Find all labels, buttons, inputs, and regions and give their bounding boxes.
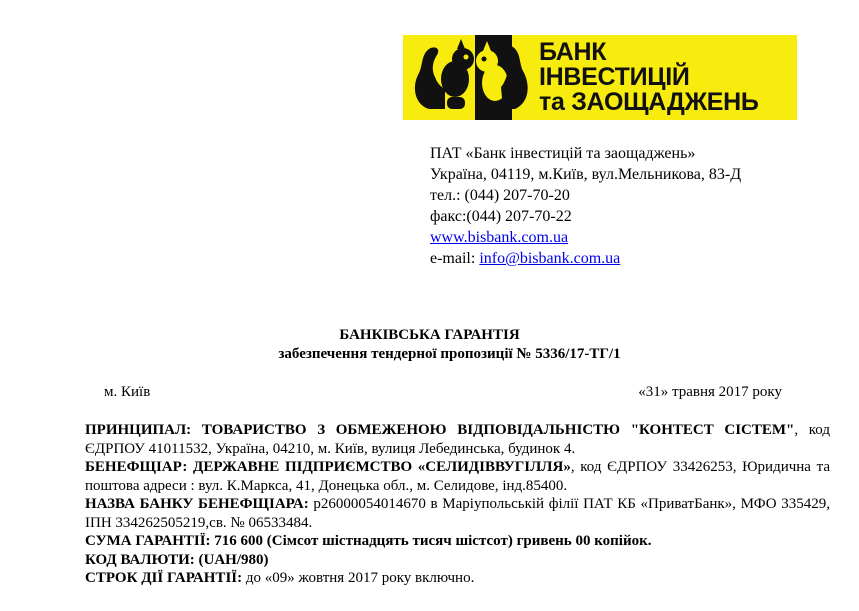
logo-line-1: БАНК	[539, 38, 607, 66]
bank-label: НАЗВА БАНКУ БЕНЕФЩІАРА:	[85, 496, 309, 512]
bank-details: р26000054014670 в Маріупольській філії ПАТ КБ «ПриватБанк», МФО 335429, ІПН 334262505219,св. № 06533484.	[85, 496, 830, 531]
currency-paragraph	[85, 551, 830, 570]
logo-text	[539, 40, 759, 115]
bank-paragraph	[85, 495, 830, 532]
amount-paragraph	[85, 532, 830, 551]
principal-name: ТОВАРИСТВО З ОБМЕЖЕНОЮ ВІДПОВІДАЛЬНІСТЮ "КОНТЕСТ СІСТЕМ"	[201, 422, 795, 438]
principal-details: , код ЄДРПОУ 41011532, Україна, 04210, м. Київ, вулиця Лебединська, будинок 4.	[85, 422, 830, 457]
amount-value: 716 600 (Сімсот шістнадцять тисяч шістсот) гривень 00 копійок.	[210, 533, 652, 549]
beneficiary-paragraph	[85, 458, 830, 495]
currency-value: (UAH/980)	[194, 551, 269, 568]
email-label: e-mail:	[430, 250, 476, 267]
document-subtitle: забезпечення тендерної пропозиції № 5336/17-ТГ/1	[278, 346, 621, 362]
bank-address-block	[430, 143, 741, 269]
squirrels-icon	[411, 39, 531, 117]
logo-line-2: ІНВЕСТИЦІЙ	[539, 63, 690, 91]
term-paragraph	[85, 569, 830, 588]
website-link[interactable]: www.bisbank.com.ua	[430, 229, 569, 246]
beneficiary-name: ДЕРЖАВНЕ ПІДПРИЄМСТВО «СЕЛИДІВВУГІЛЛЯ»	[193, 459, 571, 475]
bank-street: Україна, 04119, м.Київ, вул.Мельникова, 83-Д	[430, 166, 742, 183]
bank-name: ПАТ «Банк інвестицій та заощаджень»	[430, 145, 696, 162]
document-city: м. Київ	[104, 384, 151, 400]
document-title: БАНКІВСЬКА ГАРАНТІЯ	[339, 327, 520, 343]
bank-phone: тел.: (044) 207-70-20	[430, 187, 570, 204]
email-link[interactable]: info@bisbank.com.ua	[479, 250, 621, 267]
document-date: «31» травня 2017 року	[638, 384, 782, 400]
amount-label: СУМА ГАРАНТІЇ:	[85, 533, 211, 549]
guarantee-details	[85, 421, 830, 588]
email-line	[430, 248, 741, 269]
principal-paragraph	[85, 421, 830, 458]
principal-label: ПРИНЦИПАЛ:	[85, 422, 192, 438]
bank-logo	[403, 35, 797, 120]
term-value: до «09» жовтня 2017 року включно.	[242, 570, 475, 586]
term-label: СТРОК ДІЇ ГАРАНТІЇ:	[85, 570, 243, 586]
beneficiary-details: , код ЄДРПОУ 33426253, Юридична та поштова адреси : вул. К.Маркса, 41, Донецька обл., м. Селидове, інд.85400.	[85, 459, 831, 494]
beneficiary-label: БЕНЕФЩІАР:	[85, 459, 188, 475]
currency-label: КОД ВАЛЮТИ:	[85, 551, 195, 568]
bank-fax: факс:(044) 207-70-22	[430, 208, 572, 225]
logo-line-3: та ЗАОЩАДЖЕНЬ	[539, 88, 759, 116]
